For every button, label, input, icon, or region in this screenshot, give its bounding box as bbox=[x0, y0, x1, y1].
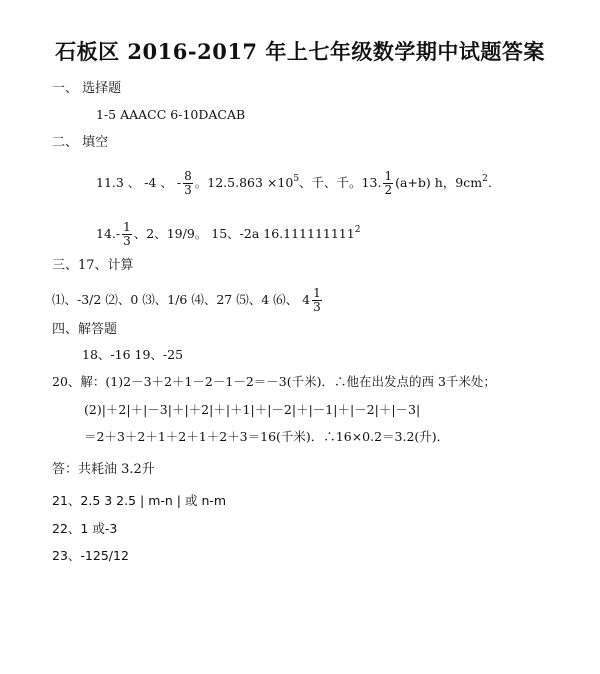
calc-answers-text: ⑴、-3/2 ⑵、0 ⑶、1/6 ⑷、27 ⑸、4 ⑹、 4 bbox=[52, 292, 311, 307]
section-3-heading: 三、17、计算 bbox=[52, 258, 134, 273]
q22-answer: 22、1 或-3 bbox=[52, 521, 118, 536]
q11-after: 、千、千。13. bbox=[299, 175, 382, 190]
q20-line-3: ＝2＋3＋2＋1＋2＋1＋2＋3＝16(千米)．∴16×0.2＝3.2(升)． bbox=[84, 429, 450, 444]
q20-line-1: 20、解：(1)2－3＋2＋1－2－1－2＝－3(千米)．∴他在出发点的西 3千米处； bbox=[52, 374, 496, 389]
exponent: 2 bbox=[482, 174, 488, 184]
fraction-numerator: 1 bbox=[313, 286, 321, 300]
fill-answers-line-2 bbox=[96, 221, 360, 248]
q23-answer: 23、-125/12 bbox=[52, 548, 129, 563]
mixed-fraction bbox=[312, 287, 322, 314]
q11-mid: 。12.5.863 ×10 bbox=[194, 175, 294, 190]
fraction-denominator: 2 bbox=[384, 183, 393, 197]
choice-answers: 1-5 AAACC 6-10DACAB bbox=[96, 107, 246, 122]
q14-prefix: 14.- bbox=[96, 226, 121, 241]
fraction-numerator: 8 bbox=[184, 169, 192, 183]
fraction-denominator: 3 bbox=[184, 183, 192, 197]
fraction-8-3 bbox=[183, 170, 193, 197]
q21-answer: 21、2.5 3 2.5 | m-n | 或 n-m bbox=[52, 493, 227, 508]
fraction-numerator: 1 bbox=[123, 220, 131, 234]
fill-answers-line-1 bbox=[96, 170, 492, 197]
section-1-heading: 一、 选择题 bbox=[52, 81, 122, 96]
q14-rest: 、2、19/9。 15、-2a 16.111111111 bbox=[133, 226, 355, 241]
q11-prefix: 11.3 、 -4 、 - bbox=[96, 175, 182, 190]
exponent: 2 bbox=[354, 225, 361, 235]
fraction-1-2 bbox=[383, 170, 393, 197]
q18-19-answers: 18、-16 19、-25 bbox=[82, 347, 184, 362]
q13-end: . bbox=[487, 175, 492, 190]
q20-line-2: (2)|＋2|＋|－3|＋|＋2|＋|＋1|＋|－2|＋|－1|＋|－2|＋|－3| bbox=[84, 402, 421, 417]
section-4-heading: 四、解答题 bbox=[52, 322, 118, 337]
fraction-1-3 bbox=[122, 221, 132, 248]
fraction-numerator: 1 bbox=[384, 169, 393, 183]
fraction-denominator: 3 bbox=[123, 234, 131, 248]
section-2-heading: 二、 填空 bbox=[52, 135, 109, 150]
q20-answer: 答：共耗油 3.2升 bbox=[52, 462, 155, 477]
page-title: 石板区 2016-2017 年上七年级数学期中试题答案 bbox=[55, 39, 545, 64]
q13-rest: (a+b) h，9cm bbox=[395, 175, 483, 190]
calc-answers bbox=[52, 287, 324, 314]
fraction-denominator: 3 bbox=[313, 300, 321, 314]
exponent: 5 bbox=[293, 174, 300, 184]
